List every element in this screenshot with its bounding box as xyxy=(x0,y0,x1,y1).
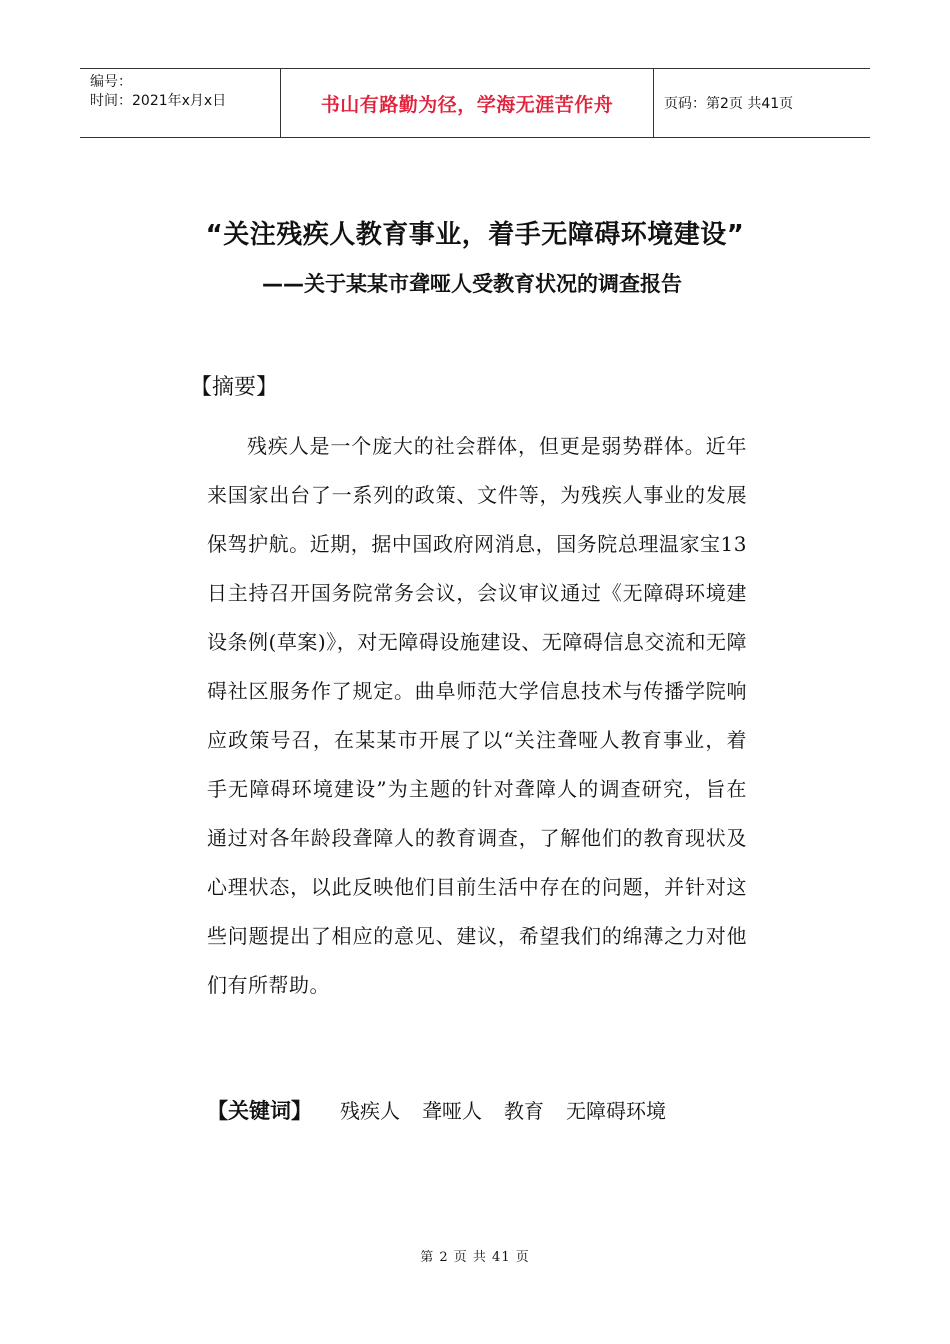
header-motto: 书山有路勤为径，学海无涯苦作舟 xyxy=(281,69,654,137)
abstract-body xyxy=(207,422,747,1010)
keywords-label: 【关键词】 xyxy=(207,1099,312,1123)
time-label: 时间：2021年x月x日 xyxy=(90,93,227,109)
page-header xyxy=(80,68,870,138)
keyword: 聋哑人 xyxy=(422,1099,482,1123)
page-footer: 第 2 页 共 41 页 xyxy=(420,1250,530,1265)
keywords-row xyxy=(207,1095,688,1125)
abstract-heading: 【摘要】 xyxy=(190,375,279,400)
document-subtitle: ——关于某某市聋哑人受教育状况的调查报告 xyxy=(262,272,682,296)
keyword: 无障碍环境 xyxy=(566,1099,666,1123)
number-label: 编号： xyxy=(90,74,132,90)
header-page-info: 页码：第2页 共41页 xyxy=(664,96,794,112)
document-title: “关注残疾人教育事业，着手无障碍环境建设” xyxy=(205,220,745,250)
abstract-paragraph: 残疾人是一个庞大的社会群体，但更是弱势群体。近年来国家出台了一系列的政策、文件等，为残疾人事业的发展保驾护航。近期，据中国政府网消息，国务院总理温家宝13日主持召开国务院常务会议，会议审议通过《无障碍环境建设条例(草案)》，对无障碍设施建设、无障碍信息交流和无障碍社区服务作了规定。曲阜师范大学信息技术与传播学院响应政策号召，在某某市开展了以“关注聋哑人教育事业，着手无障碍环境建设”为主题的针对聋障人的调查研究，旨在通过对各年龄段聋障人的教育调查，了解他们的教育现状及心理状态，以此反映他们目前生活中存在的问题，并针对这些问题提出了相应的意见、建议，希望我们的绵薄之力对他们有所帮助。 xyxy=(207,434,747,997)
keyword: 教育 xyxy=(504,1099,544,1123)
header-meta xyxy=(80,69,281,137)
keyword: 残疾人 xyxy=(340,1099,400,1123)
